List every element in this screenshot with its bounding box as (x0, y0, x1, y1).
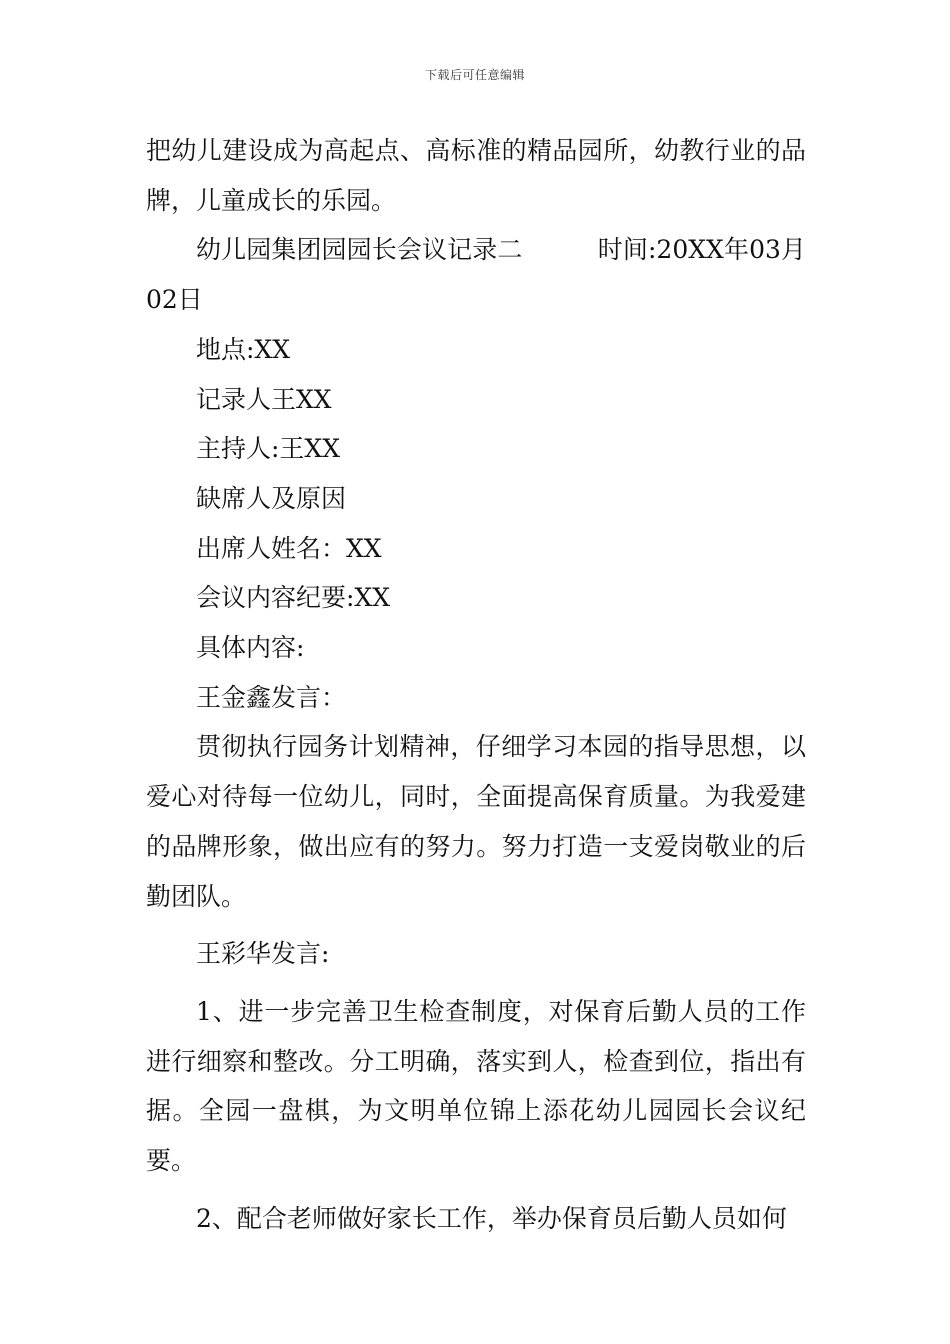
paragraph-attendees: 出席人姓名：XX (196, 533, 382, 563)
paragraph-host: 主持人:王XX (196, 434, 341, 464)
paragraph-speaker-2: 王彩华发言: (196, 939, 330, 969)
paragraph-minutes: 会议内容纪要:XX (196, 583, 391, 613)
paragraph-speech-1: 贯彻执行园务计划精神，仔细学习本园的指导思想，以爱心对待每一位幼儿，同时，全面提高保育质量。为我爱建的品牌形象，做出应有的努力。努力打造一支爱岗敬业的后勤团队。 (146, 732, 806, 911)
paragraph-details-heading: 具体内容: (196, 633, 305, 663)
paragraph-item-1: 1、进一步完善卫生检查制度，对保育后勤人员的工作进行细察和整改。分工明确，落实到人，检查到位，指出有据。全园一盘棋，为文明单位锦上添花幼儿园园长会议纪要。 (146, 996, 806, 1176)
paragraph-location: 地点:XX (196, 334, 291, 364)
paragraph-recorder: 记录人王XX (196, 384, 332, 414)
document-body (146, 126, 806, 1243)
paragraph-item-2: 2、配合老师做好家长工作，举办保育员后勤人员如何 (196, 1203, 787, 1233)
paragraph-meeting-title: 幼儿园集团园园长会议记录二 时间:20XX年03月02日 (146, 235, 806, 315)
paragraph-speaker-1: 王金鑫发言： (196, 682, 347, 712)
paragraph-absentees: 缺席人及原因 (196, 483, 347, 513)
paragraph-intro: 把幼儿建设成为高起点、高标准的精品园所，幼教行业的品牌，儿童成长的乐园。 (146, 136, 806, 215)
page-header: 下载后可任意编辑 (424, 68, 525, 82)
